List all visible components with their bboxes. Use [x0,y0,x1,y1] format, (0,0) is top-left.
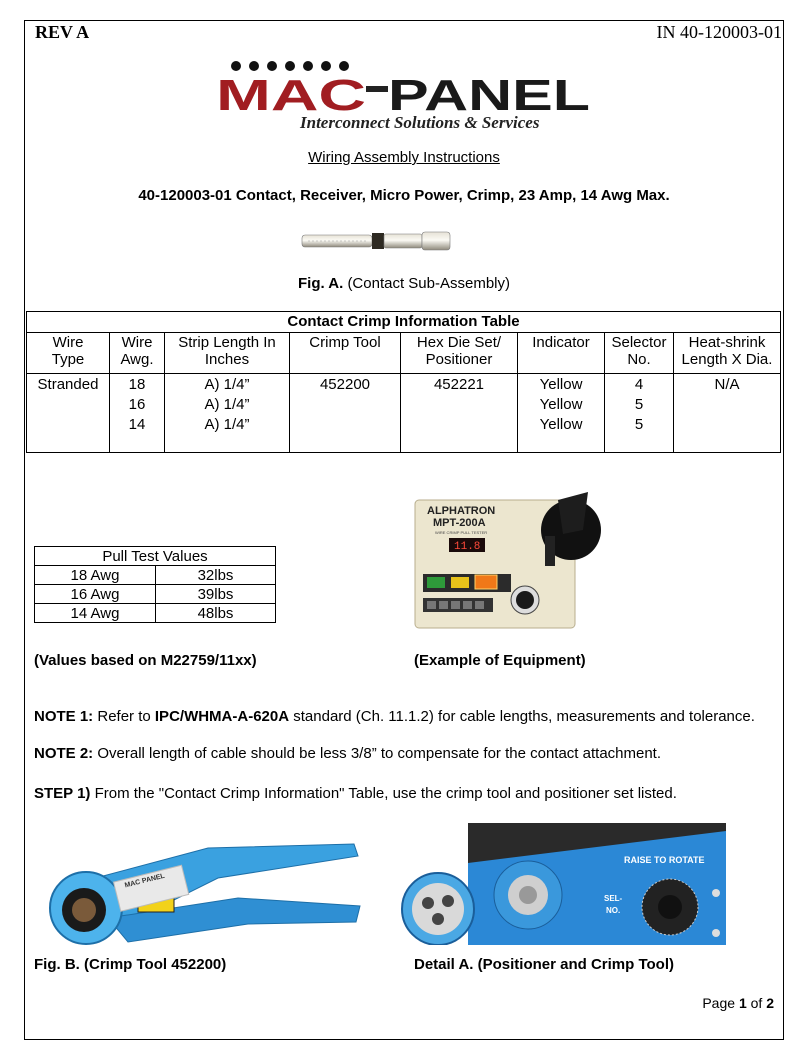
pull-test-title: Pull Test Values [35,547,276,566]
detail-a-caption: Detail A. (Positioner and Crimp Tool) [414,956,675,973]
cell-crimp-tool: 452200 [290,374,401,453]
cell-indicator: Yellow Yellow Yellow [518,374,605,453]
svg-text:RAISE TO ROTATE: RAISE TO ROTATE [624,855,705,865]
cell-wire-type: Stranded [27,374,110,453]
mac-panel-logo [214,60,594,132]
header-wire-awg: Wire Awg. [110,333,165,374]
table-row: 14 Awg 48lbs [35,604,276,623]
cell-strip: A) 1/4” A) 1/4” A) 1/4” [165,374,290,453]
note-1: NOTE 1: Refer to IPC/WHMA-A-620A standard (Ch. 11.1.2) for cable lengths, measurements and tolerance. [34,708,755,725]
header-wire-type: Wire Type [27,333,110,374]
revision-label: REV A [35,22,90,42]
positioner-detail-image [398,823,726,945]
cell-awg: 18 16 14 [110,374,165,453]
svg-text:WIRE CRIMP PULL TESTER: WIRE CRIMP PULL TESTER [435,530,488,535]
svg-text:11.8: 11.8 [454,541,481,553]
header-crimp-tool: Crimp Tool [290,333,401,374]
note-2: NOTE 2: Overall length of cable should be less 3/8” to compensate for the contact attachment. [34,745,662,762]
part-title: 40-120003-01 Contact, Receiver, Micro Power, Crimp, 23 Amp, 14 Awg Max. [138,187,670,204]
instructions-title: Wiring Assembly Instructions [308,149,500,166]
svg-text:MPT-200A: MPT-200A [433,517,486,529]
svg-text:NO.: NO. [606,906,621,915]
equipment-caption: (Example of Equipment) [414,652,586,669]
svg-text:MAC PANEL: MAC PANEL [123,872,166,890]
header-selector: Selector No. [605,333,674,374]
svg-text:SEL-: SEL- [604,894,623,903]
contact-sub-assembly-image [300,228,452,254]
cell-heat-shrink: N/A [674,374,781,453]
page-number: Page 1 of 2 [702,995,774,1011]
crimp-table-title: Contact Crimp Information Table [27,312,781,333]
step-1: STEP 1) From the "Contact Crimp Information" Table, use the crimp tool and positioner set listed. [34,785,677,802]
crimp-tool-image [38,838,364,948]
svg-text:PANEL: PANEL [388,71,590,120]
pull-test-caption: (Values based on M22759/11xx) [34,652,257,669]
header-heat-shrink: Heat-shrink Length X Dia. [674,333,781,374]
header-indicator: Indicator [518,333,605,374]
fig-b-caption: Fig. B. (Crimp Tool 452200) [34,956,227,973]
table-row: 16 Awg 39lbs [35,585,276,604]
header-hex-die: Hex Die Set/ Positioner [401,333,518,374]
header-strip-length: Strip Length In Inches [165,333,290,374]
pull-tester-image [413,490,608,630]
svg-text:ALPHATRON: ALPHATRON [427,505,496,517]
logo-tagline: Interconnect Solutions & Services [300,113,540,132]
svg-text:MAC: MAC [216,71,366,120]
table-row: 18 Awg 32lbs [35,566,276,585]
document-number: IN 40-120003-01 [656,22,782,42]
pull-test-table [34,546,276,623]
cell-selector: 4 5 5 [605,374,674,453]
contact-crimp-table [26,311,781,453]
fig-a-caption: Fig. A. (Contact Sub-Assembly) [297,275,510,292]
cell-hex-die: 452221 [401,374,518,453]
